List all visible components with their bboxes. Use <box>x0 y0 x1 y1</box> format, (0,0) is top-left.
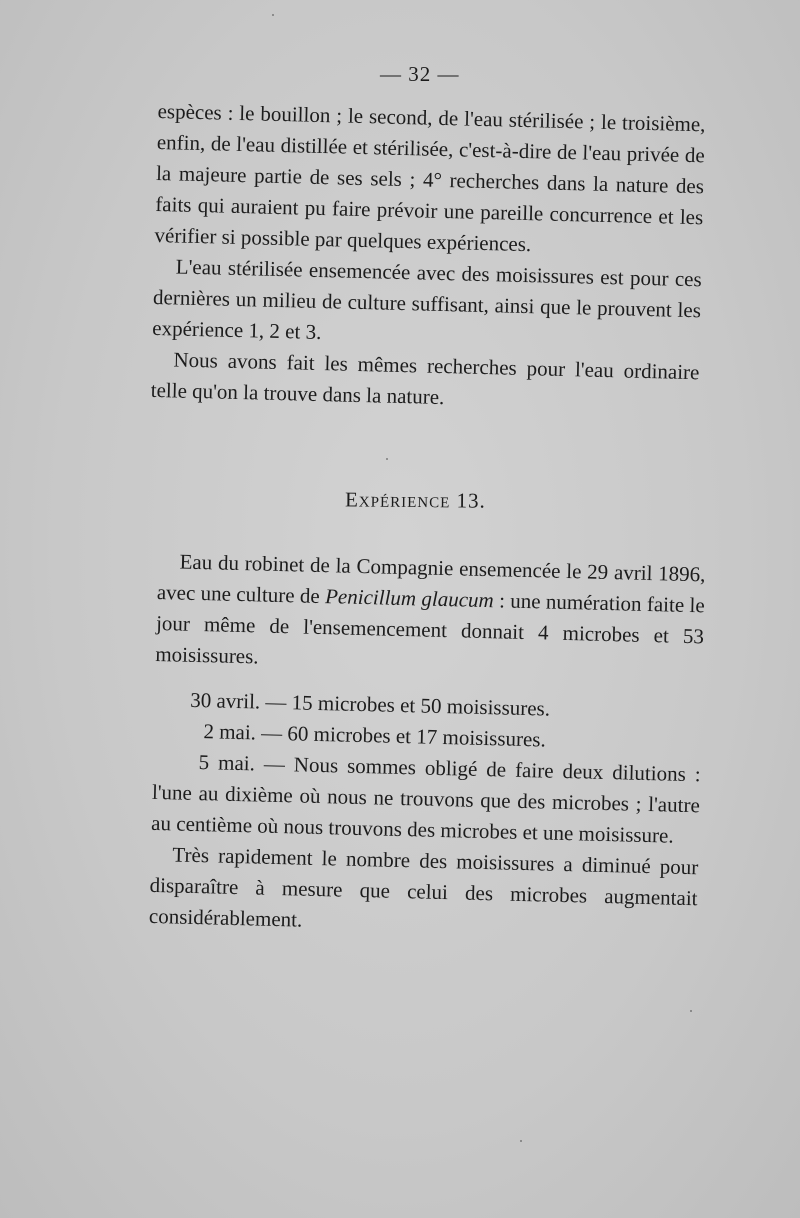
upper-text-block <box>150 96 705 419</box>
description-text-start: Eau du robinet de la Compagnie ensemencée le 29 avril 1896, avec une culture de <box>156 549 706 609</box>
lower-text-block <box>149 546 706 945</box>
entry-2-mai: 2 mai. — 60 microbes et 17 moisissures. <box>203 719 547 752</box>
paragraph-ordinary-water: Nous avons fait les mêmes recherches pour l'eau ordinaire telle qu'on la trouve dans la nature. <box>150 347 700 410</box>
paper-speck <box>520 1140 522 1142</box>
page-number: — 32 — <box>380 62 460 86</box>
description-text-end: : une numération faite le jour même de l'ensemencement donnait 4 microbes et 53 moisissures. <box>155 588 706 669</box>
section-heading <box>345 487 486 513</box>
paragraph-experiment-description <box>155 546 706 683</box>
paragraph-conclusion: Très rapidement le nombre des moisissures a diminué pour disparaître à mesure que celui des microbes augmentait considérablement. <box>148 842 699 932</box>
paper-speck <box>690 1010 692 1012</box>
heading-word: Expérience <box>344 487 451 513</box>
paper-speck <box>386 458 388 460</box>
paper-speck <box>272 14 274 16</box>
entry-5-mai: 5 mai. — Nous sommes obligé de faire deux dilutions : l'une au dixième où nous ne trouvons que des microbes ; l'autre au centième où nous trouvons des microbes et une moisissure. <box>150 750 701 848</box>
species-name: Penicillum glaucum <box>324 584 495 613</box>
heading-number: 13. <box>456 488 486 513</box>
paragraph-sterilized-water: L'eau stérilisée ensemencée avec des moisissures est pour ces dernières un milieu de culture suffisant, ainsi que le prouvent les expérience 1, 2 et 3. <box>152 254 702 345</box>
entry-30-avril: 30 avril. — 15 microbes et 50 moisissures. <box>189 687 551 721</box>
paragraph-continuation: espèces : le bouillon ; le second, de l'eau stérilisée ; le troisième, enfin, de l'eau distillée et stérilisée, c'est-à-dire de l'eau privée de la majeure partie de ses sels ; 4° recherches dans la nature des faits qui auraient pu faire prévoir une pareille concurrence et les vérifier si possible par quelques expériences. <box>154 98 706 257</box>
